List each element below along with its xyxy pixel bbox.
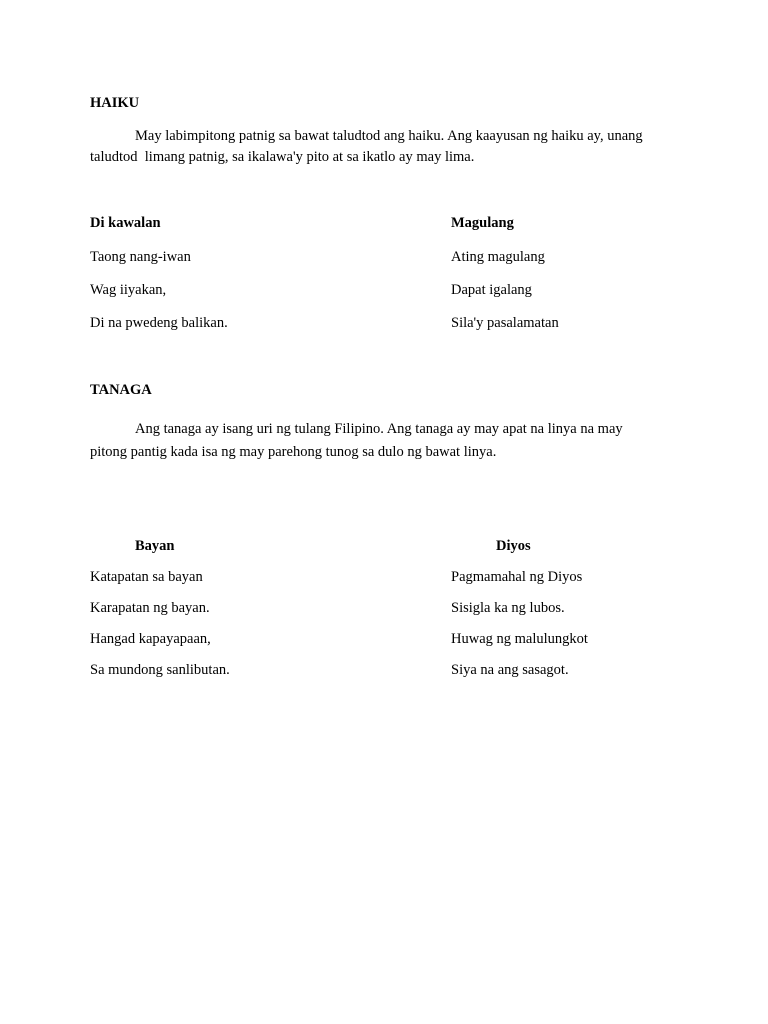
tanaga-poem-2-title: Diyos (496, 538, 531, 554)
tanaga-poem-2-line-1: Pagmamahal ng Diyos (451, 569, 583, 585)
haiku-paragraph-line-1: May labimpitong patnig sa bawat taludtod ang haiku. Ang kaayusan ng haiku ay, unang (135, 128, 643, 144)
tanaga-paragraph-line-1: Ang tanaga ay isang uri ng tulang Filipino. Ang tanaga ay may apat na linya na may (135, 421, 623, 437)
tanaga-poem-1-line-3: Hangad kapayapaan, (90, 631, 211, 647)
tanaga-heading: TANAGA (90, 382, 152, 398)
haiku-heading: HAIKU (90, 95, 140, 111)
tanaga-paragraph-line-2: pitong pantig kada isa ng may parehong tunog sa dulo ng bawat linya. (90, 444, 497, 460)
haiku-poem-2-title: Magulang (451, 215, 514, 231)
tanaga-poem-1-title: Bayan (135, 538, 175, 554)
tanaga-poem-1-line-4: Sa mundong sanlibutan. (90, 662, 230, 678)
haiku-poem-1-line-1: Taong nang-iwan (90, 249, 191, 265)
tanaga-poem-2-line-4: Siya na ang sasagot. (451, 662, 569, 678)
tanaga-poem-2-line-3: Huwag ng malulungkot (451, 631, 588, 647)
tanaga-poem-1-line-2: Karapatan ng bayan. (90, 600, 210, 616)
haiku-poem-2-line-1: Ating magulang (451, 249, 545, 265)
haiku-poem-1-title: Di kawalan (90, 215, 161, 231)
haiku-poem-1-line-2: Wag iiyakan, (90, 282, 167, 298)
haiku-poem-1-line-3: Di na pwedeng balikan. (90, 315, 228, 331)
haiku-poem-2-line-2: Dapat igalang (451, 282, 532, 298)
haiku-poem-2-line-3: Sila'y pasalamatan (451, 315, 559, 331)
tanaga-poem-1-line-1: Katapatan sa bayan (90, 569, 203, 585)
tanaga-poem-2-line-2: Sisigla ka ng lubos. (451, 600, 565, 616)
haiku-paragraph-line-2: taludtod limang patnig, sa ikalawa'y pito at sa ikatlo ay may lima. (90, 149, 475, 165)
